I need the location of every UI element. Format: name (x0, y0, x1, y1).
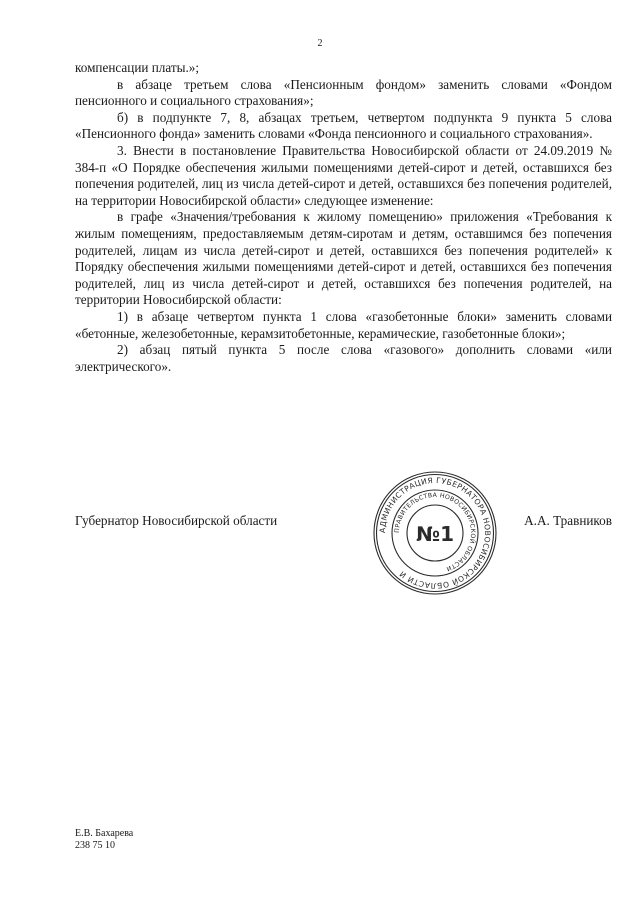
paragraph: в графе «Значения/требования к жилому помещению» приложения «Требования к жилым помещениям, предоставляемым детям-сиротам и детям, оставшимся без попечения родителей, лицам из числа детей-сирот и детей, оставшихся без попечения родителей» к Порядку обеспечения жилыми помещениями детей-сирот и детей, оставшихся без попечения родителей, лиц из числа детей-сирот и детей, оставшихся без попечения родителей, на территории Новосибирской области: (75, 209, 612, 308)
paragraph: компенсации платы.»; (75, 60, 200, 75)
executor-phone: 238 75 10 (75, 840, 115, 851)
paragraph: в абзаце третьем слова «Пенсионным фондом» заменить словами «Фондом пенсионного и социального страхования»; (75, 76, 612, 109)
seal-number: №1 (416, 522, 454, 546)
executor-name: Е.В. Бахарева (75, 828, 134, 839)
seal-inner-text: ПРАВИТЕЛЬСТВА НОВОСИБИРСКОЙ ОБЛАСТИ (393, 491, 477, 573)
paragraph: б) в подпункте 7, 8, абзацах третьем, четвертом подпункта 9 пункта 5 слова «Пенсионного фонда» заменить словами «Фонда пенсионного и социального страхования». (75, 109, 612, 142)
paragraph: 1) в абзаце четвертом пункта 1 слова «газобетонные блоки» заменить словами «бетонные, железобетонные, керамзитобетонные, керамические, газобетонные блоки»; (75, 308, 612, 341)
document-body (75, 60, 612, 375)
executor-info (75, 828, 133, 852)
seal-outer-text: АДМИНИСТРАЦИЯ ГУБЕРНАТОРА НОВОСИБИРСКОЙ ОБЛАСТИ И (377, 475, 493, 591)
page-number: 2 (317, 38, 323, 49)
signatory-position: Губернатор Новосибирской области (75, 513, 278, 528)
signature-block (75, 513, 612, 533)
signatory-name: А.А. Травников (524, 513, 612, 528)
official-seal-icon (372, 470, 498, 596)
paragraph: 3. Внести в постановление Правительства Новосибирской области от 24.09.2019 № 384-п «О Порядке обеспечения жилыми помещениями детей-сирот и детей, оставшихся без попечения родителей, лиц из числа детей-сирот и детей, оставшихся без попечения родителей, на территории Новосибирской области» следующее изменение: (75, 142, 612, 208)
paragraph: 2) абзац пятый пункта 5 после слова «газового» дополнить словами «или электрического». (75, 342, 612, 374)
